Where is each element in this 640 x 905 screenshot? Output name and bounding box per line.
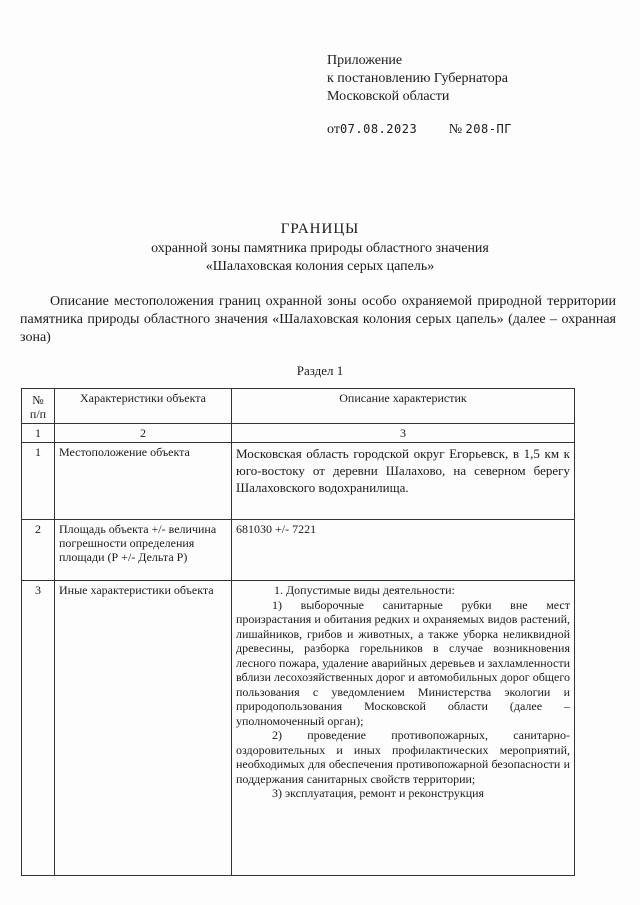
- row-characteristic: Местоположение объекта: [55, 443, 232, 520]
- table-row: [22, 443, 575, 520]
- decree-number-sign: №: [448, 122, 463, 137]
- table-row: [22, 520, 575, 581]
- appendix-line-3: Московской области: [327, 89, 450, 104]
- appendix-line-2: к постановлению Губернатора: [327, 71, 508, 86]
- column-number: 2: [55, 424, 232, 443]
- row-num: 3: [22, 581, 55, 876]
- row-description: Московская область городской округ Егорьевск, в 1,5 км к юго-востоку от деревни Шалахово, на северном берегу Шалаховского водохранилища.: [232, 443, 575, 520]
- characteristics-table: [21, 388, 575, 876]
- document-title: [0, 218, 640, 276]
- row-description: [232, 581, 575, 876]
- activity-item: 3) эксплуатация, ремонт и реконструкция: [272, 786, 485, 800]
- activity-item: 1) выборочные санитарные рубки вне мест произрастания и обитания редких и охраняемых видов растений, лишайников, грибов и животных, а также уборка неликвидной древесины, разборка горельников в случае возникновения лесного пожара, удаление аварийных деревьев и захламленности вблизи лесохозяйственных дорог и автомобильных дорог общего пользования с уведомлением Министерства экологии и природопользования Московской области (далее – уполномоченный орган);: [236, 597, 570, 728]
- table-header-row: [22, 389, 575, 424]
- column-number: 3: [232, 424, 575, 443]
- decree-date-line: [327, 122, 512, 138]
- activities-heading: 1. Допустимые виды деятельности:: [274, 583, 455, 597]
- title-subtitle-1: охранной зоны памятника природы областного значения: [151, 241, 489, 256]
- row-characteristic: Иные характеристики объекта: [55, 581, 232, 876]
- header-description: Описание характеристик: [232, 389, 575, 424]
- header-characteristic: Характеристики объекта: [55, 389, 232, 424]
- column-number-row: [22, 424, 575, 443]
- table-row: [22, 581, 575, 876]
- appendix-line-1: Приложение: [327, 53, 403, 68]
- appendix-header: [327, 52, 508, 106]
- row-characteristic: Площадь объекта +/- величина погрешности определения площади (Р +/- Дельта Р): [55, 520, 232, 581]
- title-heading: ГРАНИЦЫ: [280, 221, 360, 237]
- decree-number: 208-ПГ: [465, 122, 512, 136]
- row-num: 2: [22, 520, 55, 581]
- decree-date-prefix: от: [327, 122, 340, 137]
- decree-date: 07.08.2023: [339, 122, 418, 136]
- title-subtitle-2: «Шалаховская колония серых цапель»: [205, 259, 435, 274]
- activity-item: 2) проведение противопожарных, санитарно-оздоровительных и иных профилактических мероприятий, необходимых для обеспечения противопожарной безопасности и поддержания санитарных свойств территории;: [236, 728, 570, 786]
- row-num: 1: [22, 443, 55, 520]
- column-number: 1: [22, 424, 55, 443]
- description-paragraph: Описание местоположения границ охранной зоны особо охраняемой природной территории памятника природы областного значения «Шалаховская колония серых цапель» (далее – охранная зона): [20, 294, 616, 345]
- section-label: Раздел 1: [296, 363, 344, 378]
- row-description: 681030 +/- 7221: [232, 520, 575, 581]
- header-num: № п/п: [22, 389, 55, 424]
